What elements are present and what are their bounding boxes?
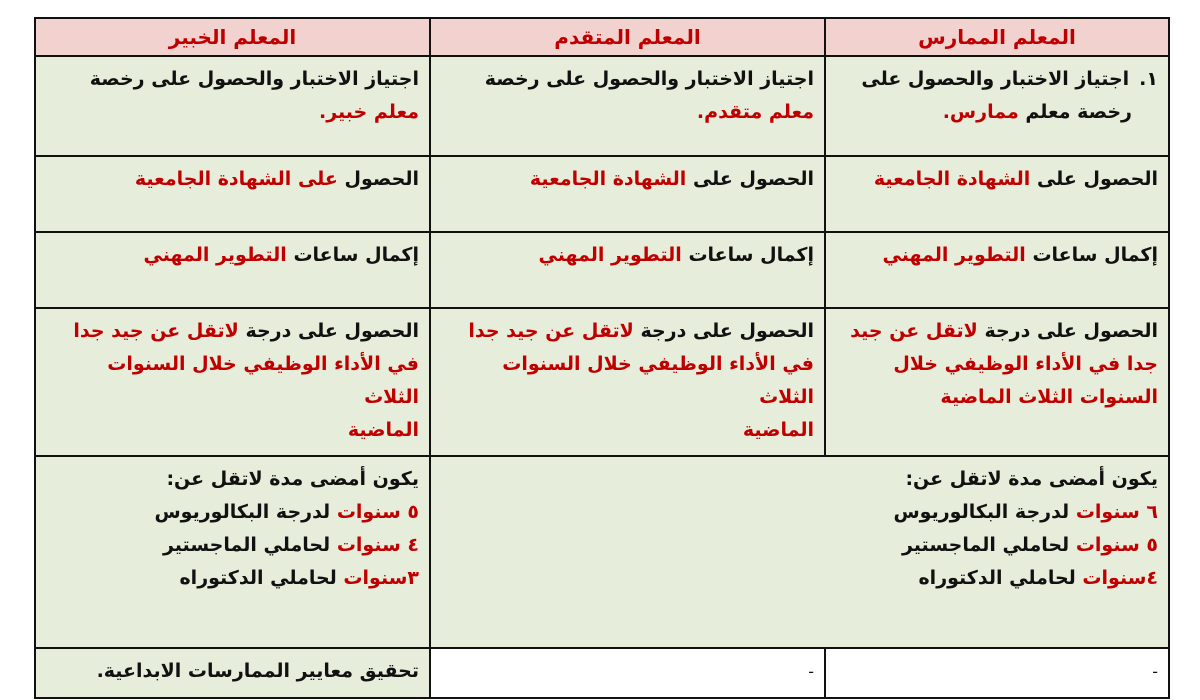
- line: [893, 562, 1158, 595]
- cell-practitioner-development: [825, 232, 1169, 308]
- highlight-text: التطوير المهني: [882, 244, 1026, 266]
- cell-practitioner-advanced-experience: [430, 456, 1169, 648]
- cell-advanced-degree: [430, 156, 825, 232]
- experience-block: [893, 463, 1158, 595]
- cell-expert-performance: [35, 308, 430, 456]
- cell-practitioner-license: [825, 56, 1169, 156]
- highlight-text: الشهادة الجامعية: [529, 168, 687, 190]
- text: يكون أمضى مدة لاتقل عن:: [905, 468, 1158, 490]
- highlight-text: التطوير المهني: [143, 244, 287, 266]
- highlight-text: ممارس.: [942, 101, 1019, 123]
- highlight-text: ٣سنوات: [343, 567, 419, 589]
- text: الحصول على: [692, 168, 814, 190]
- highlight-text: ٦ سنوات: [1075, 501, 1158, 523]
- line: [46, 496, 419, 529]
- text: لدرجة البكالوريوس: [154, 501, 331, 523]
- text: -: [808, 662, 814, 681]
- text: يكون أمضى مدة لاتقل عن:: [166, 468, 419, 490]
- highlight-text: في الأداء الوظيفي خلال السنوات الثلاث: [107, 353, 419, 408]
- cell-practitioner-creative: [825, 648, 1169, 698]
- text: لدرجة البكالوريوس: [893, 501, 1070, 523]
- highlight-text: السنوات الثلاث الماضية: [940, 386, 1158, 408]
- text: لحاملي الماجستير: [162, 534, 331, 556]
- line: [46, 562, 419, 595]
- list-number: ١.: [1139, 68, 1158, 90]
- highlight-text: على الشهادة الجامعية: [134, 168, 338, 190]
- text: الحصول على درجة: [640, 320, 814, 342]
- cell-expert-creative: [35, 648, 430, 698]
- text: إكمال ساعات: [688, 244, 814, 266]
- highlight-text: لاتقل عن جيد جدا: [73, 320, 239, 342]
- highlight-text: ٥ سنوات: [1075, 534, 1158, 556]
- highlight-text: جدا في الأداء الوظيفي خلال: [893, 353, 1158, 375]
- text: الحصول على درجة: [245, 320, 419, 342]
- cell-practitioner-performance: [825, 308, 1169, 456]
- table-row: [35, 308, 1169, 456]
- text: إكمال ساعات: [1032, 244, 1158, 266]
- highlight-text: ٥ سنوات: [336, 501, 419, 523]
- cell-advanced-creative: [430, 648, 825, 698]
- highlight-text: الشهادة الجامعية: [873, 168, 1031, 190]
- text: تحقيق معايير الممارسات الابداعية.: [96, 660, 419, 682]
- line: [441, 315, 814, 348]
- highlight-text: الماضية: [742, 419, 814, 441]
- highlight-text: معلم متقدم.: [696, 101, 814, 123]
- text: لحاملي الدكتوراه: [179, 567, 337, 589]
- text: -: [1152, 662, 1158, 681]
- line: [836, 315, 1158, 348]
- text: الحصول على: [1036, 168, 1158, 190]
- header-practitioner: المعلم الممارس: [825, 18, 1169, 56]
- highlight-text: ٤ سنوات: [336, 534, 419, 556]
- header-row: [35, 18, 1169, 56]
- highlight-text: ٤سنوات: [1082, 567, 1158, 589]
- highlight-text: الماضية: [347, 419, 419, 441]
- text: إكمال ساعات: [293, 244, 419, 266]
- cell-advanced-license: [430, 56, 825, 156]
- text: رخصة معلم: [1025, 101, 1132, 123]
- cell-advanced-performance: [430, 308, 825, 456]
- text: اجتياز الاختبار والحصول على رخصة: [89, 68, 419, 90]
- line: [46, 315, 419, 348]
- cell-expert-experience: [35, 456, 430, 648]
- line: [46, 529, 419, 562]
- cell-expert-license: [35, 56, 430, 156]
- cell-practitioner-degree: [825, 156, 1169, 232]
- line: [836, 96, 1158, 129]
- line: [836, 63, 1158, 96]
- table-row: [35, 56, 1169, 156]
- table-row: [35, 232, 1169, 308]
- header-expert: المعلم الخبير: [35, 18, 430, 56]
- line: [893, 529, 1158, 562]
- cell-expert-degree: [35, 156, 430, 232]
- cell-expert-development: [35, 232, 430, 308]
- header-advanced: المعلم المتقدم: [430, 18, 825, 56]
- text: اجتياز الاختبار والحصول على: [861, 68, 1130, 90]
- highlight-text: معلم خبير.: [318, 101, 419, 123]
- table-row: [35, 456, 1169, 648]
- text: الحصول: [344, 168, 419, 190]
- table-row: [35, 156, 1169, 232]
- text: لحاملي الماجستير: [901, 534, 1070, 556]
- line: [893, 496, 1158, 529]
- highlight-text: لاتقل عن جيد جدا: [468, 320, 634, 342]
- text: لحاملي الدكتوراه: [918, 567, 1076, 589]
- highlight-text: التطوير المهني: [538, 244, 682, 266]
- table-row: [35, 648, 1169, 698]
- highlight-text: لاتقل عن جيد: [850, 320, 978, 342]
- teacher-levels-table: [34, 17, 1170, 699]
- highlight-text: في الأداء الوظيفي خلال السنوات الثلاث: [502, 353, 814, 408]
- text: اجتياز الاختبار والحصول على رخصة: [484, 68, 814, 90]
- cell-advanced-development: [430, 232, 825, 308]
- text: الحصول على درجة: [984, 320, 1158, 342]
